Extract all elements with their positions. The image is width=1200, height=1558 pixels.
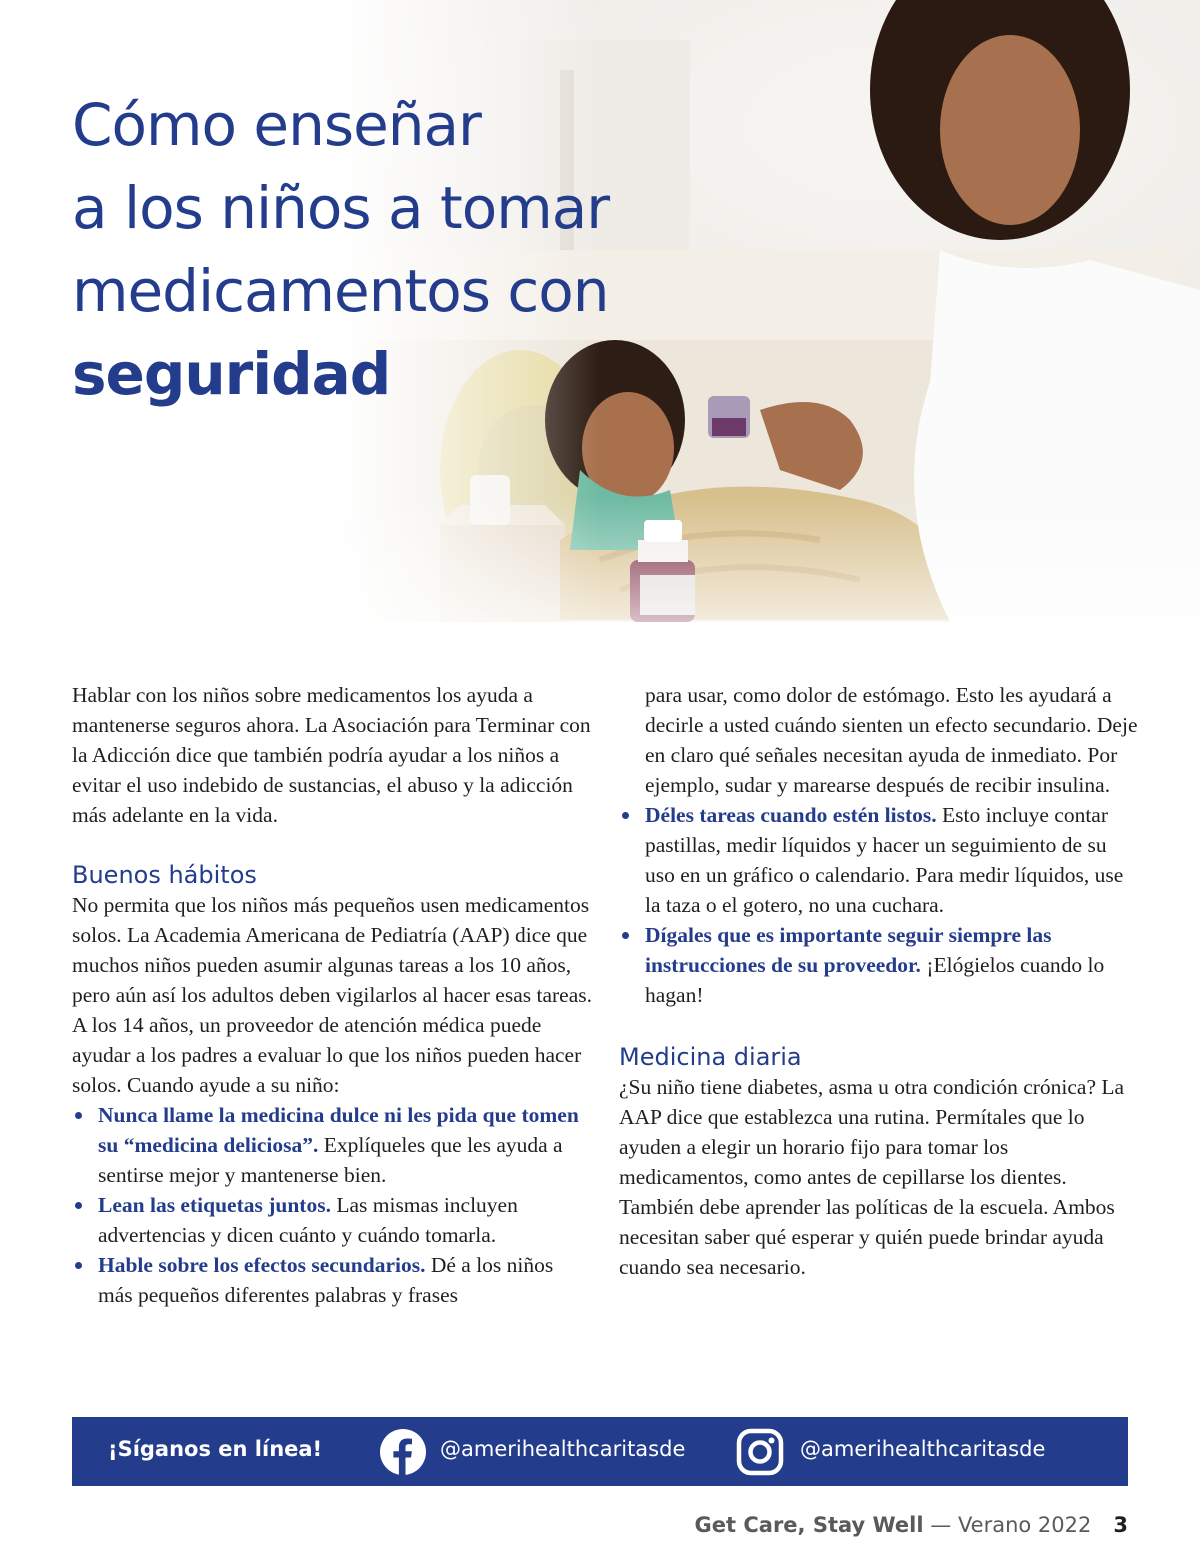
title-line-4: seguridad (72, 340, 391, 408)
page-title (72, 84, 609, 416)
list-item (72, 1250, 592, 1310)
list-item (619, 800, 1139, 920)
bullet-highlight: Lean las etiquetas juntos. (98, 1193, 331, 1217)
instagram-handle[interactable]: @amerihealthcaritasde (800, 1437, 1046, 1461)
title-line-2: a los niños a tomar (72, 174, 610, 242)
buenos-habitos-paragraph: No permita que los niños más pequeños usen medicamentos solos. La Academia Americana de Pediatría (AAP) dice que muchos niños pueden asumir algunas tareas a los 10 años, pero aún así los adultos deben vigilarlos al hacer esas tareas. A los 14 años, un proveedor de atención médica puede ayudar a los padres a evaluar lo que los niños pueden hacer solos. Cuando ayude a su niño: (72, 893, 592, 1097)
footer-brand: Get Care, Stay Well (694, 1513, 924, 1537)
bullet-text: Las mismas incluyen advertencias y dicen cuánto y cuándo tomarla. (98, 1193, 518, 1247)
intro-paragraph: Hablar con los niños sobre medicamentos los ayuda a mantenerse seguros ahora. La Asociación para Terminar con la Adicción dice que también podría ayudar a los niños a evitar el uso indebido de sustancias, el abuso y la adicción más adelante en la vida. (72, 683, 591, 827)
title-line-3: medicamentos con (72, 257, 609, 325)
bullet-highlight: Dígales que es importante seguir siempre las instrucciones de su proveedor. (645, 923, 1052, 977)
right-column (619, 680, 1139, 1282)
page-footer (695, 1513, 1128, 1537)
medicina-diaria-paragraph: ¿Su niño tiene diabetes, asma u otra condición crónica? La AAP dice que establezca una rutina. Permítales que lo ayuden a elegir un horario fijo para tomar los medicamentos, como antes de cepillarse los dientes. También debe aprender las políticas de la escuela. Ambos necesitan saber qué esperar y quién puede brindar ayuda cuando sea necesario. (619, 1075, 1125, 1279)
page-number: 3 (1113, 1513, 1128, 1537)
facebook-icon[interactable] (380, 1429, 426, 1479)
list-item (72, 1100, 592, 1190)
bullet-highlight: Déles tareas cuando estén listos. (645, 803, 937, 827)
bullet-text: Dé a los niños más pequeños diferentes palabras y frases (98, 1253, 554, 1307)
footer-dash: — (923, 1513, 958, 1537)
instagram-icon[interactable] (736, 1428, 784, 1480)
social-banner (72, 1417, 1128, 1486)
left-bullet-list (72, 1100, 592, 1310)
left-column (72, 680, 592, 1310)
right-bullet-list (619, 800, 1139, 1010)
bullet-highlight: Hable sobre los efectos secundarios. (98, 1253, 426, 1277)
bullet-highlight: Nunca llame la medicina dulce ni les pida que tomen su “medicina deliciosa”. (98, 1103, 579, 1157)
footer-edition: Verano 2022 (957, 1513, 1092, 1537)
list-item (72, 1190, 592, 1250)
section-heading-buenos-habitos: Buenos hábitos (72, 861, 257, 889)
bullet-continuation: para usar, como dolor de estómago. Esto les ayudará a decirle a usted cuándo sienten un efecto secundario. Deje en claro qué señales necesitan ayuda de inmediato. Por ejemplo, sudar y marearse después de recibir insulina. (645, 683, 1138, 797)
bullet-text: Explíqueles que les ayuda a sentirse mejor y mantenerse bien. (98, 1133, 563, 1187)
title-line-1: Cómo enseñar (72, 91, 481, 159)
section-heading-medicina-diaria: Medicina diaria (619, 1043, 802, 1071)
follow-label: ¡Síganos en línea! (108, 1437, 323, 1461)
list-item (619, 920, 1139, 1010)
facebook-handle[interactable]: @amerihealthcaritasde (440, 1437, 686, 1461)
bullet-text: ¡Elógielos cuando lo hagan! (645, 953, 1105, 1007)
bullet-text: Esto incluye contar pastillas, medir líquidos y hacer un seguimiento de su uso en un gráfico o calendario. Para medir líquidos, use la taza o el gotero, no una cuchara. (645, 803, 1124, 917)
